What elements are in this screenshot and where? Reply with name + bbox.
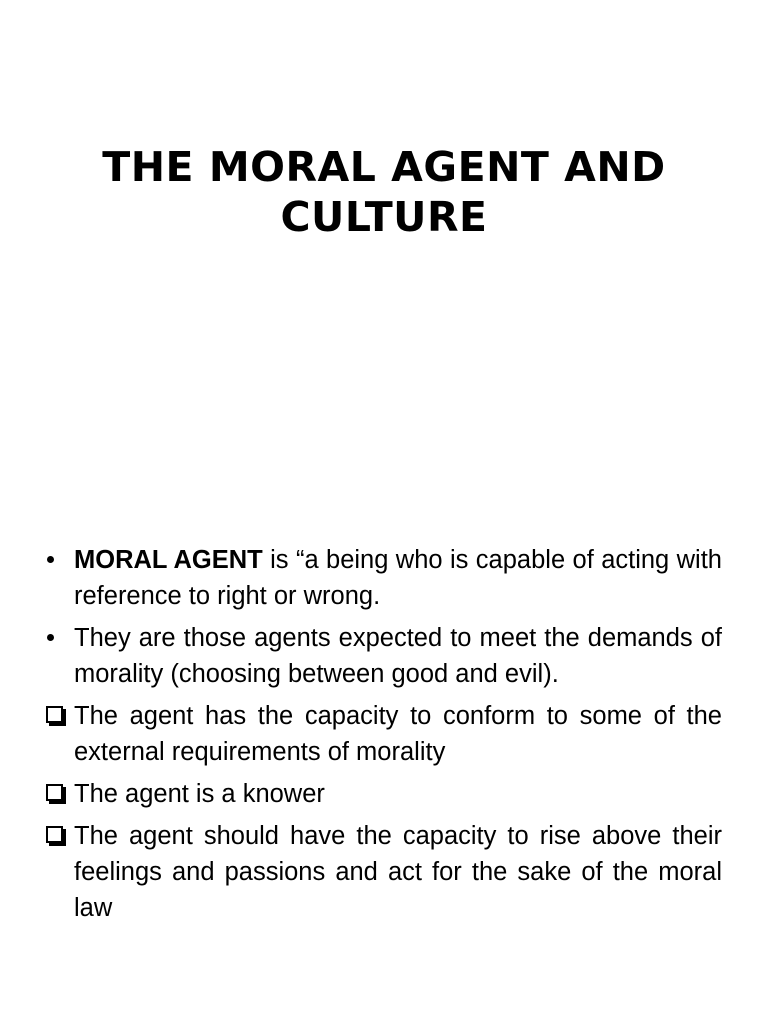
list-item-moral-agent — [44, 542, 722, 614]
list-item-rise-above — [44, 818, 722, 926]
list-item-knower — [44, 776, 722, 812]
slide-body — [44, 542, 722, 932]
checkbox-icon — [46, 706, 63, 723]
bold-term: MORAL AGENT — [74, 546, 263, 574]
bullet-marker — [44, 542, 74, 578]
checkbox-marker — [44, 698, 74, 734]
title-line-2: CULTURE — [280, 193, 488, 241]
list-item-text: They are those agents expected to meet the demands of morality (choosing between good and evil). — [74, 624, 722, 688]
list-item-capacity-conform — [44, 698, 722, 770]
bullet-marker — [44, 620, 74, 656]
title-line-1: THE MORAL AGENT AND — [102, 143, 666, 191]
checkbox-icon — [46, 784, 63, 801]
checkbox-marker — [44, 818, 74, 854]
bullet-dot-icon — [47, 556, 54, 563]
list-item-text: The agent should have the capacity to rise above their feelings and passions and act for the sake of the moral law — [74, 822, 722, 922]
list-item-text: The agent is a knower — [74, 780, 325, 808]
checkbox-marker — [44, 776, 74, 812]
bullet-dot-icon — [47, 634, 54, 641]
list-item-text: is “a being who is capable of acting with reference to right or wrong. — [74, 546, 722, 610]
list-item-agents-expected — [44, 620, 722, 692]
slide-title — [40, 142, 728, 242]
list-item-text: The agent has the capacity to conform to some of the external requirements of morality — [74, 702, 722, 766]
checkbox-icon — [46, 826, 63, 843]
